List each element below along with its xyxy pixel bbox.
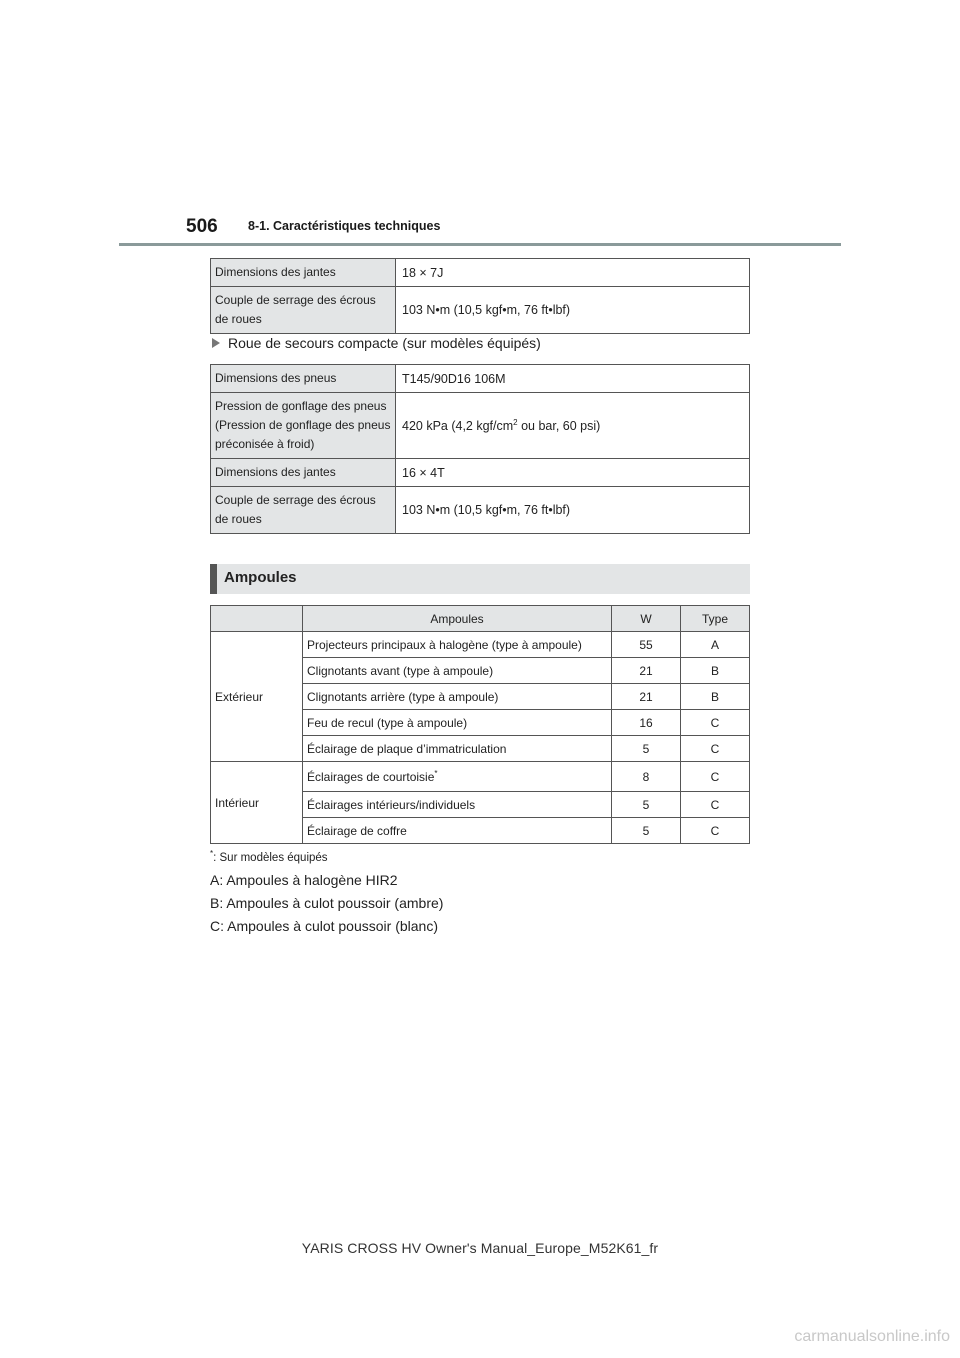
spec-value: 103 N•m (10,5 kgf•m, 76 ft•lbf) [396, 487, 750, 534]
col-header-type: Type [681, 606, 750, 632]
bulb-type: A [681, 632, 750, 658]
spare-wheel-heading [212, 335, 541, 351]
bulb-name: Clignotants avant (type à ampoule) [303, 658, 612, 684]
page-number: 506 [186, 216, 218, 237]
table-row [211, 487, 750, 534]
spec-value: 103 N•m (10,5 kgf•m, 76 ft•lbf) [396, 287, 750, 334]
table-row [211, 632, 750, 658]
bulb-watt: 5 [612, 792, 681, 818]
footnote-mark: * [210, 849, 214, 858]
table-row [211, 287, 750, 334]
section-accent-bar [210, 564, 217, 594]
bulb-name [303, 762, 612, 792]
bulb-name: Clignotants arrière (type à ampoule) [303, 684, 612, 710]
table-row [211, 762, 750, 792]
bulb-type: C [681, 762, 750, 792]
footnote-text: : Sur modèles équipés [213, 851, 328, 864]
group-interior: Intérieur [211, 762, 303, 844]
spec-label: Dimensions des jantes [211, 259, 396, 287]
legend-item: C: Ampoules à culot poussoir (blanc) [210, 918, 438, 934]
bulb-name-text: Éclairages de courtoisie [307, 770, 435, 784]
bulb-type: C [681, 818, 750, 844]
bulb-type: C [681, 710, 750, 736]
ampoules-section-band [210, 564, 750, 594]
spec-value: 18 × 7J [396, 259, 750, 287]
header-divider [119, 243, 841, 246]
pressure-value-sup: 2 [513, 417, 518, 427]
spec-value [396, 393, 750, 459]
bulb-name: Feu de recul (type à ampoule) [303, 710, 612, 736]
spec-label: Couple de serrage des écrous de roues [211, 287, 396, 334]
bulb-type: B [681, 684, 750, 710]
bulb-type: B [681, 658, 750, 684]
bulb-watt: 21 [612, 658, 681, 684]
table-header-row [211, 606, 750, 632]
bulb-type: C [681, 792, 750, 818]
triangle-bullet-icon [212, 338, 220, 348]
bulb-name: Éclairage de plaque d’immatriculation [303, 736, 612, 762]
spec-value: 16 × 4T [396, 459, 750, 487]
bulb-watt: 8 [612, 762, 681, 792]
section-title: 8-1. Caractéristiques techniques [248, 219, 441, 233]
spec-label: Dimensions des pneus [211, 365, 396, 393]
spec-value: T145/90D16 106M [396, 365, 750, 393]
pressure-value-rest: ou bar, 60 psi) [517, 419, 601, 434]
spec-label: Dimensions des jantes [211, 459, 396, 487]
bulb-watt: 5 [612, 818, 681, 844]
legend-item: B: Ampoules à culot poussoir (ambre) [210, 895, 444, 911]
spare-wheel-table [210, 364, 750, 534]
bulbs-table [210, 605, 750, 844]
bulb-watt: 55 [612, 632, 681, 658]
table-row [211, 459, 750, 487]
group-exterior: Extérieur [211, 632, 303, 762]
footnote [210, 849, 328, 864]
bulb-watt: 21 [612, 684, 681, 710]
bulb-name: Projecteurs principaux à halogène (type à ampoule) [303, 632, 612, 658]
bulb-watt: 5 [612, 736, 681, 762]
bulb-watt: 16 [612, 710, 681, 736]
watermark: carmanualsonline.info [794, 1328, 950, 1345]
col-header-group [211, 606, 303, 632]
col-header-watt: W [612, 606, 681, 632]
footnote-marker: * [434, 769, 438, 778]
bulb-name: Éclairage de coffre [303, 818, 612, 844]
ampoules-section-title: Ampoules [224, 569, 297, 586]
bulb-type: C [681, 736, 750, 762]
page-header [0, 0, 960, 250]
legend-item: A: Ampoules à halogène HIR2 [210, 872, 398, 888]
table-row [211, 259, 750, 287]
spare-heading-text: Roue de secours compacte (sur modèles équipés) [228, 335, 541, 351]
page-footer: YARIS CROSS HV Owner's Manual_Europe_M52K61_fr [301, 1240, 659, 1256]
spec-label: Couple de serrage des écrous de roues [211, 487, 396, 534]
spec-label: Pression de gonflage des pneus (Pression de gonflage des pneus préconisée à froid) [211, 393, 396, 459]
wheel-spec-table [210, 258, 750, 334]
pressure-value-main: 420 kPa (4,2 kgf/cm [402, 419, 514, 434]
col-header-bulb: Ampoules [303, 606, 612, 632]
bulb-name: Éclairages intérieurs/individuels [303, 792, 612, 818]
table-row [211, 365, 750, 393]
table-row [211, 393, 750, 459]
